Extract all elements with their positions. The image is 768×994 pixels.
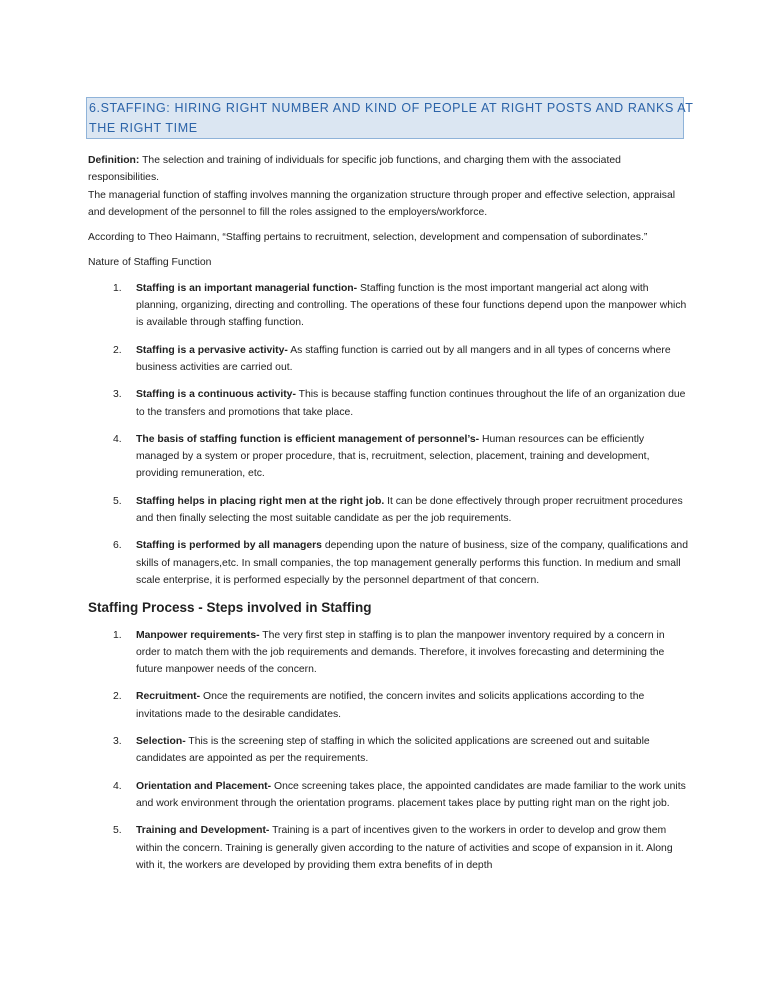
item-text: This is because staffing function continues throughout the life of an organization due to the transfers and promotions that take place.	[136, 389, 686, 418]
item-number: 4.	[113, 433, 122, 445]
item-number: 1.	[113, 282, 122, 294]
item-text: Once the requirements are notified, the concern invites and solicits applications according to the invitations made to the desirable candidates.	[136, 691, 645, 720]
item-number: 5.	[113, 825, 122, 837]
item-number: 3.	[113, 736, 122, 748]
item-text: It can be done effectively through proper recruitment procedures and then finally selecting the most suitable candidate as per the job requirements.	[136, 495, 683, 525]
item-bold: The basis of staffing function is efficient management of personnel’s-	[136, 433, 480, 445]
item-bold: Staffing is a continuous activity-	[136, 389, 296, 401]
item-text: depending upon the nature of business, size of the company, qualifications and skills of managers,etc. In small companies, the top management generally performs this function. In medium and small scale enterprise, it is performed especially by the personnel department of that concern.	[136, 540, 688, 586]
list-item	[88, 627, 688, 679]
item-text: As staffing function is carried out by all mangers and in all types of concerns where business activities are carried out.	[136, 344, 671, 373]
item-bold: Staffing is a pervasive activity-	[136, 344, 288, 356]
heading-line-1: 6.STAFFING: HIRING RIGHT NUMBER AND KIND OF PEOPLE AT RIGHT POSTS AND RANKS AT	[89, 101, 694, 115]
item-text: Staffing function is the most important mangerial act along with planning, organizing, directing and controlling. The operations of these four functions depend upon the manpower which is available through staffing function.	[136, 282, 687, 329]
item-bold: Manpower requirements-	[136, 629, 260, 641]
list-item	[88, 822, 688, 874]
haimann-quote: According to Theo Haimann, “Staffing pertains to recruitment, selection, development and compensation of subordinates.”	[88, 232, 648, 244]
list-item	[88, 342, 688, 377]
item-number: 1.	[113, 629, 122, 641]
definition-paragraph	[88, 152, 688, 221]
process-title: Staffing Process - Steps involved in Staffing	[88, 600, 372, 616]
item-bold: Recruitment-	[136, 691, 201, 703]
item-bold: Staffing helps in placing right men at the right job.	[136, 495, 385, 507]
section-heading	[86, 97, 694, 139]
item-number: 2.	[113, 691, 122, 703]
item-bold: Training and Development-	[136, 825, 270, 837]
item-number: 2.	[113, 344, 122, 356]
nature-list	[88, 280, 688, 589]
document-body	[88, 152, 688, 884]
item-number: 3.	[113, 389, 122, 401]
definition-text-b: The managerial function of staffing involves manning the organization structure through proper and effective selection, appraisal and development of the personnel to fill the roles assigned to the employers/workforce.	[88, 189, 676, 218]
item-bold: Selection-	[136, 736, 186, 748]
item-text: Once screening takes place, the appointed candidates are made familiar to the work units and work environment through the orientation programs. placement takes place by putting right man on the right job.	[136, 780, 686, 809]
item-text: This is the screening step of staffing in which the solicited applications are screened out and suitable candidates are appointed as per the requirements.	[136, 736, 650, 765]
item-number: 6.	[113, 540, 122, 552]
list-item	[88, 537, 688, 589]
item-bold: Staffing is an important managerial function-	[136, 282, 358, 294]
list-item	[88, 778, 688, 813]
list-item	[88, 280, 688, 332]
list-item	[88, 733, 688, 768]
nature-title: Nature of Staffing Function	[88, 257, 212, 269]
item-number: 4.	[113, 780, 122, 792]
item-bold: Staffing is performed by all managers	[136, 540, 322, 552]
definition-text-a: The selection and training of individuals for specific job functions, and charging them with the associated responsibilities.	[88, 155, 621, 184]
definition-label: Definition:	[88, 155, 140, 166]
item-text: The very first step in staffing is to plan the manpower inventory required by a concern in order to match them with the job requirements and demands. Therefore, it involves forecasting and determining the future manpower needs of the concern.	[136, 629, 665, 676]
list-item	[88, 386, 688, 421]
process-list	[88, 627, 688, 875]
list-item	[88, 431, 688, 483]
item-text: Human resources can be efficiently managed by a system or proper procedure, that is, recruitment, selection, placement, training and development, providing remuneration, etc.	[136, 433, 650, 480]
list-item	[88, 688, 688, 723]
heading-line-2: THE RIGHT TIME	[89, 121, 198, 135]
item-text: Training is a part of incentives given to the workers in order to develop and grow them within the concern. Training is generally given according to the nature of activities and scope of expansion in it. Along with it, the workers are developed by providing them extra benefits of in depth	[136, 825, 673, 871]
item-number: 5.	[113, 495, 122, 507]
item-bold: Orientation and Placement-	[136, 780, 272, 792]
list-item	[88, 493, 688, 528]
